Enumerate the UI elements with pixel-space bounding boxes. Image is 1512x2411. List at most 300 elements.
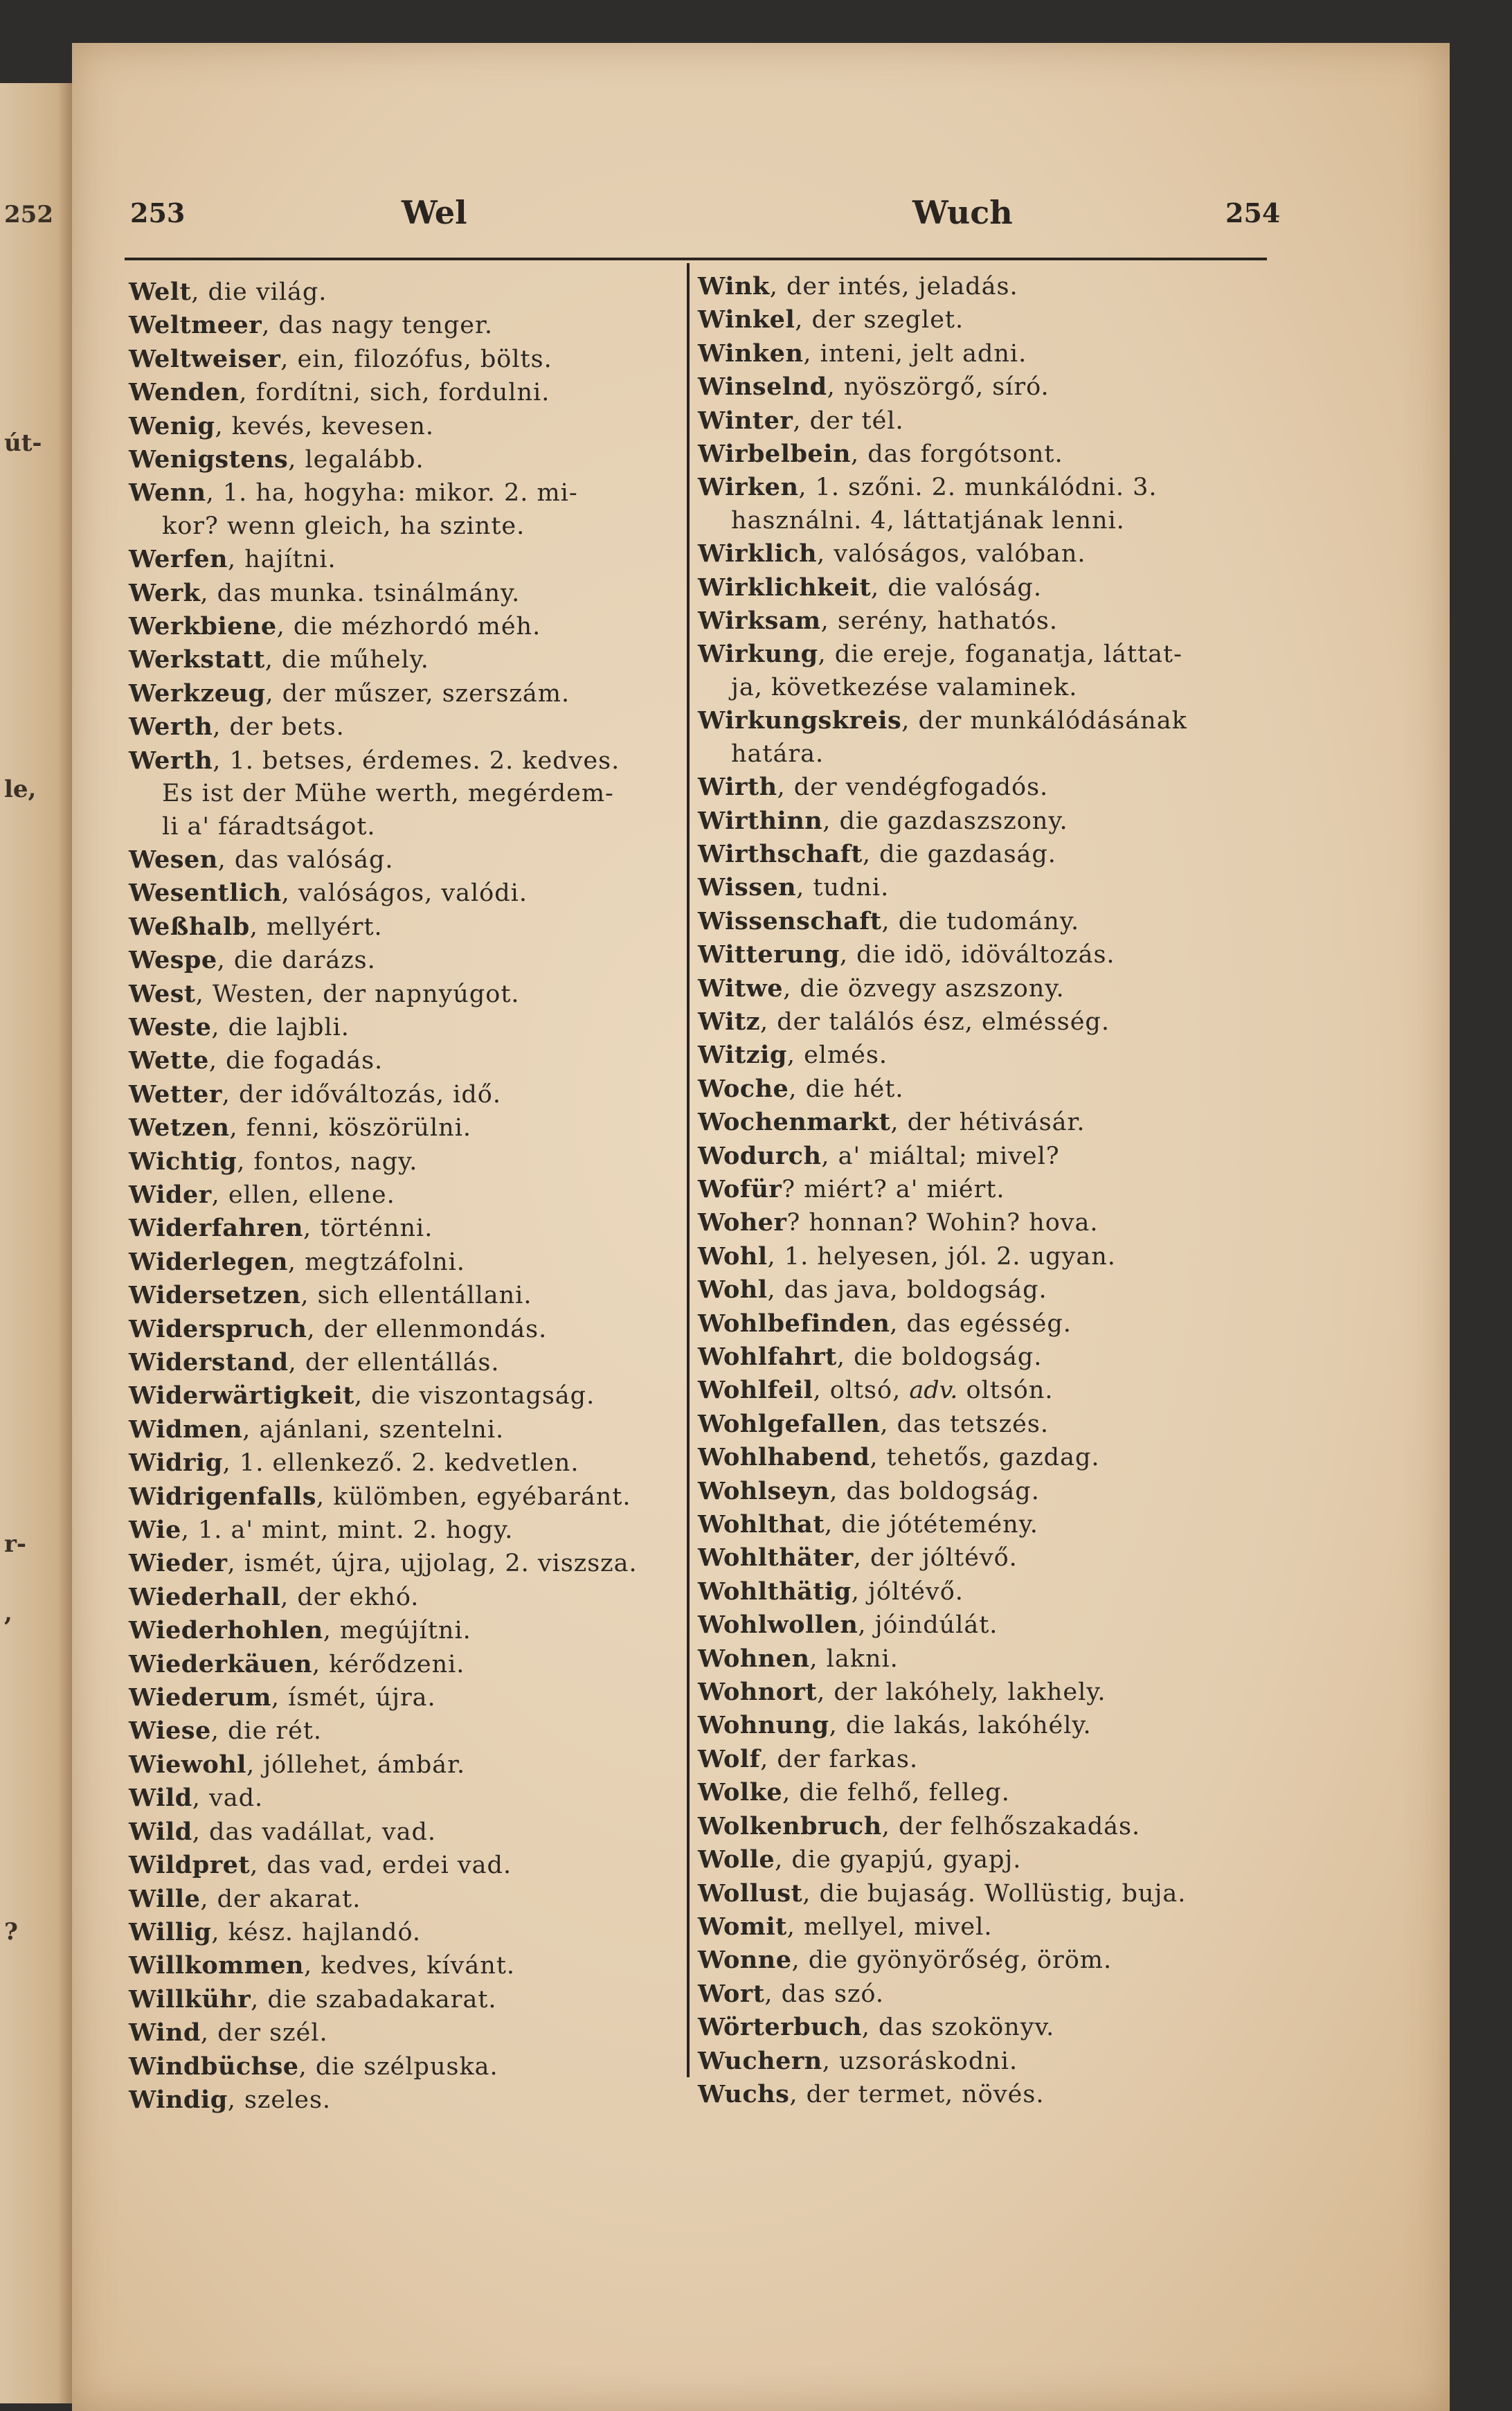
- gloss: , valóságos, valódi.: [281, 879, 528, 908]
- gloss: , die özvegy aszszony.: [783, 974, 1065, 1003]
- gloss: , 1. a' mint, mint. 2. hogy.: [181, 1516, 514, 1545]
- gloss: , der akarat.: [200, 1885, 361, 1913]
- headword: Wette: [129, 1046, 209, 1075]
- gloss: , die viszontagság.: [354, 1382, 595, 1410]
- gloss: , die szabadakarat.: [251, 1985, 497, 2014]
- gloss: , uzsoráskodni.: [822, 2047, 1018, 2075]
- headword: Wirbelbein: [698, 440, 851, 469]
- dictionary-entry: [698, 1307, 1187, 1341]
- dictionary-entry: [698, 871, 1187, 904]
- running-head-left: Wel: [402, 194, 467, 231]
- dictionary-entry: [129, 744, 638, 778]
- headword: Werkstatt: [129, 645, 265, 674]
- dictionary-entry: [129, 577, 638, 610]
- dictionary-entry: [698, 1709, 1187, 1742]
- gloss: , 1. ha, hogyha: mikor. 2. mi-: [206, 479, 578, 508]
- dictionary-entry: [129, 2083, 638, 2117]
- gloss: , ellen, ellene.: [211, 1181, 395, 1209]
- dictionary-entry: [698, 1206, 1187, 1239]
- dictionary-entry: [698, 1642, 1187, 1676]
- dictionary-entry: [698, 638, 1187, 671]
- headword: Werkbiene: [129, 612, 277, 641]
- headword: Widerspruch: [129, 1314, 307, 1343]
- dictionary-entry: [698, 1776, 1187, 1809]
- headword: Widerfahren: [129, 1214, 304, 1243]
- headword: Winter: [698, 406, 793, 435]
- gloss: , megtzáfolni.: [287, 1248, 465, 1276]
- gloss: , der jóltévő.: [853, 1544, 1018, 1572]
- dictionary-entry: [129, 978, 638, 1011]
- dictionary-entry: [129, 309, 638, 342]
- gloss: , die mézhordó méh.: [276, 613, 541, 641]
- headword: Werkzeug: [129, 679, 266, 708]
- dictionary-entry: [698, 404, 1187, 438]
- headword: Widerlegen: [129, 1247, 288, 1276]
- gloss: , tudni.: [796, 874, 890, 902]
- headword: Wofür: [698, 1174, 782, 1203]
- gloss: , die hét.: [789, 1075, 904, 1103]
- dictionary-entry: [698, 537, 1187, 571]
- headword: Winkel: [698, 305, 795, 334]
- headword: Witwe: [698, 974, 784, 1003]
- gloss: , történni.: [303, 1215, 433, 1243]
- entry-continuation: kor? wenn gleich, ha szinte.: [162, 512, 525, 540]
- dictionary-entry: [129, 1111, 638, 1145]
- headword: Wirkungskreis: [698, 706, 902, 735]
- headword: Wonne: [698, 1946, 792, 1975]
- headword: Wohnen: [698, 1644, 810, 1673]
- dictionary-entry: [129, 643, 638, 676]
- headword: Werk: [129, 578, 201, 607]
- headword: Wuchern: [698, 2046, 822, 2075]
- headword: Wesentlich: [129, 879, 282, 908]
- dictionary-entry: [129, 1983, 638, 2016]
- headword: Wirkung: [698, 640, 818, 669]
- entry-continuation: használni. 4, láttatjának lenni.: [731, 506, 1125, 535]
- dictionary-entry: [129, 1178, 638, 1212]
- dictionary-entry: [129, 1379, 638, 1413]
- gloss: , 1. betses, érdemes. 2. kedves.: [213, 746, 620, 775]
- column-divider: [687, 263, 690, 2077]
- headword: Wirksam: [698, 607, 821, 636]
- dictionary-entry: [698, 1173, 1187, 1206]
- headword: Winselnd: [698, 373, 827, 402]
- dictionary-entry: [129, 1849, 638, 1882]
- dictionary-entry: [129, 1078, 638, 1111]
- gloss: , der felhőszakadás.: [881, 1812, 1141, 1840]
- gloss: , die rét.: [210, 1717, 323, 1746]
- dictionary-entry: [129, 1246, 638, 1279]
- gloss: , der ellentállás.: [288, 1349, 500, 1377]
- dictionary-entry: [129, 476, 638, 510]
- headword: Wild: [129, 1817, 192, 1846]
- dictionary-entry: [129, 1916, 638, 1949]
- dictionary-entry: [698, 337, 1187, 370]
- dictionary-entry: [698, 1843, 1187, 1876]
- dictionary-entry: [129, 843, 638, 877]
- gloss: , das munka. tsinálmány.: [200, 579, 521, 607]
- dictionary-entry: [698, 1910, 1187, 1944]
- running-head-right: Wuch: [912, 194, 1013, 231]
- headword: Wildpret: [129, 1851, 251, 1880]
- gloss: , inteni, jelt adni.: [803, 339, 1027, 368]
- headword: Wespe: [129, 946, 217, 975]
- headword: Wiederhall: [129, 1582, 281, 1611]
- gloss: , das forgótsont.: [850, 440, 1063, 469]
- headword: Willkommen: [129, 1951, 304, 1980]
- headword: Widmen: [129, 1415, 243, 1444]
- gloss: , der munkálódásának: [901, 707, 1187, 735]
- dictionary-entry: [129, 1446, 638, 1480]
- gloss: , vad.: [192, 1784, 264, 1813]
- dictionary-entry: [698, 1475, 1187, 1508]
- dictionary-entry: [698, 1441, 1187, 1474]
- gloss: ? honnan? Wohin? hova.: [786, 1209, 1099, 1237]
- gloss: , jóltévő.: [851, 1577, 964, 1606]
- headword: Wohl: [698, 1275, 768, 1305]
- dictionary-entry: [129, 410, 638, 443]
- dictionary-entry: [129, 944, 638, 977]
- dictionary-entry: [129, 1011, 638, 1044]
- dictionary-entry: [698, 972, 1187, 1005]
- dictionary-entry: [698, 1240, 1187, 1273]
- gloss: , die felhő, felleg.: [782, 1779, 1010, 1807]
- headword: Wohl: [698, 1242, 768, 1271]
- gloss: , jóllehet, ámbár.: [246, 1750, 466, 1779]
- headword: Wolf: [698, 1744, 761, 1773]
- gloss: , megújítni.: [323, 1617, 471, 1645]
- headword: Wild: [129, 1784, 192, 1813]
- headword: Wider: [129, 1180, 212, 1209]
- gloss: , ajánlani, szentelni.: [242, 1415, 505, 1444]
- dictionary-entry: [129, 1883, 638, 1916]
- gloss: , der hétivásár.: [890, 1109, 1086, 1137]
- dictionary-entry: [129, 276, 638, 309]
- dictionary-entry: [129, 1547, 638, 1580]
- headword: West: [129, 979, 196, 1008]
- dictionary-entry: [698, 1575, 1187, 1608]
- dictionary-entry: [698, 1374, 1187, 1407]
- headword: Wind: [129, 2018, 201, 2047]
- gloss: , der intés, jeladás.: [769, 273, 1018, 301]
- dictionary-entry: [129, 343, 638, 376]
- headword: Wirken: [698, 473, 799, 502]
- dictionary-entry: [698, 1877, 1187, 1910]
- dictionary-entry: [698, 1005, 1187, 1039]
- previous-page-fragment: út-: [4, 429, 42, 457]
- headword: Wohlgefallen: [698, 1409, 881, 1438]
- gloss: , der találós ész, elmésség.: [760, 1007, 1110, 1036]
- dictionary-entry: [698, 1140, 1187, 1173]
- headword: Welt: [129, 278, 192, 306]
- headword: Wiederhohlen: [129, 1616, 323, 1645]
- dictionary-entry: [129, 1212, 638, 1245]
- headword: Wiederkäuen: [129, 1649, 313, 1678]
- headword: Widerwärtigkeit: [129, 1381, 354, 1410]
- previous-page-fragment: le,: [4, 776, 37, 803]
- dictionary-entry: [129, 1581, 638, 1614]
- headword: Weltweiser: [129, 344, 281, 373]
- headword: Wolke: [698, 1778, 783, 1807]
- headword: Wenigstens: [129, 445, 289, 474]
- gloss: , das vadállat, vad.: [192, 1818, 437, 1846]
- dictionary-entry: [698, 1608, 1187, 1642]
- headword: Wollust: [698, 1879, 803, 1908]
- gloss: , die bujaság. Wollüstig, buja.: [802, 1879, 1187, 1908]
- dictionary-entry: [129, 710, 638, 744]
- headword: Wodurch: [698, 1141, 822, 1170]
- dictionary-entry: [129, 1313, 638, 1346]
- dictionary-entry: [129, 677, 638, 710]
- dictionary-entry: [129, 2050, 638, 2083]
- dictionary-entry: [698, 1106, 1187, 1139]
- entry-continuation: határa.: [731, 740, 825, 768]
- headword: Witzig: [698, 1041, 787, 1070]
- headword: Wörterbuch: [698, 2013, 862, 2042]
- headword: Wirthschaft: [698, 839, 863, 868]
- headword: Wiese: [129, 1717, 211, 1746]
- gloss: , das valóság.: [217, 845, 394, 874]
- headword: Wiewohl: [129, 1750, 246, 1779]
- dictionary-entry: [698, 1408, 1187, 1441]
- dictionary-entry: [129, 2016, 638, 2050]
- gloss: , 1. ellenkező. 2. kedvetlen.: [222, 1449, 579, 1478]
- gloss: , die műhely.: [264, 646, 429, 674]
- gloss: , die lajbli.: [211, 1013, 350, 1041]
- headword: Wohlwollen: [698, 1611, 858, 1640]
- dictionary-entry: [698, 1978, 1187, 2011]
- dictionary-entry: [129, 1714, 638, 1748]
- gloss: , die tudomány.: [881, 907, 1080, 935]
- gloss-abbreviation: adv.: [909, 1377, 958, 1405]
- gloss: , jóindúlát.: [858, 1611, 998, 1640]
- headword: Wohnort: [698, 1678, 818, 1707]
- headword: Witz: [698, 1007, 761, 1036]
- dictionary-entry: [129, 1949, 638, 1982]
- gloss: , der tél.: [793, 406, 904, 435]
- headword: Weste: [129, 1012, 212, 1041]
- headword: Wie: [129, 1516, 181, 1545]
- gloss: , die boldogság.: [836, 1343, 1043, 1371]
- headword: Willig: [129, 1917, 212, 1946]
- gloss: , die lakás, lakóhély.: [829, 1712, 1092, 1740]
- gloss: , die jótétemény.: [825, 1511, 1038, 1539]
- dictionary-entry: [129, 1681, 638, 1714]
- gloss: , der műszer, szerszám.: [265, 679, 570, 708]
- dictionary-entry: [129, 1413, 638, 1446]
- dictionary-entry: [129, 1614, 638, 1647]
- dictionary-entry: [698, 370, 1187, 404]
- gloss: , ísmét, újra.: [271, 1684, 436, 1712]
- gloss: , kedves, kívánt.: [303, 1952, 516, 1980]
- headword: Wochenmarkt: [698, 1108, 891, 1137]
- headword: Willkühr: [129, 1984, 251, 2014]
- dictionary-entry: [698, 2078, 1187, 2111]
- headword: Witterung: [698, 940, 840, 969]
- headword: Widerstand: [129, 1348, 289, 1377]
- dictionary-entry: [698, 1541, 1187, 1575]
- gloss: , das szokönyv.: [861, 2014, 1055, 2042]
- gloss: , kész. hajlandó.: [211, 1918, 422, 1946]
- dictionary-entry: [698, 938, 1187, 971]
- headword: Weßhalb: [129, 912, 250, 941]
- dictionary-entry: [129, 1816, 638, 1849]
- headword: Wiederum: [129, 1683, 271, 1712]
- dictionary-entry: [698, 2045, 1187, 2078]
- dictionary-entry: [698, 704, 1187, 737]
- headword: Werth: [129, 746, 213, 775]
- headword: Woher: [698, 1208, 787, 1237]
- dictionary-entry: [129, 1648, 638, 1681]
- dictionary-entry: [129, 1480, 638, 1514]
- gloss: , der szél.: [200, 2019, 328, 2047]
- previous-page-number: 252: [4, 201, 53, 228]
- gloss: , das egésség.: [890, 1309, 1072, 1338]
- gloss: , die valóság.: [871, 573, 1042, 602]
- headword: Womit: [698, 1912, 787, 1941]
- gloss: , die szélpuska.: [298, 2052, 498, 2081]
- headword: Wolle: [698, 1845, 775, 1874]
- headword: Wohlbefinden: [698, 1309, 890, 1338]
- dictionary-entry: [698, 1039, 1187, 1072]
- gloss: , die gazdaszszony.: [822, 807, 1068, 835]
- dictionary-entry: [698, 1341, 1187, 1374]
- headword: Widersetzen: [129, 1281, 301, 1310]
- dictionary-entry: [698, 438, 1187, 471]
- gloss: , kérődzeni.: [312, 1650, 465, 1678]
- gloss: , die gyönyörőség, öröm.: [791, 1946, 1113, 1975]
- gloss: , legalább.: [288, 446, 424, 474]
- dictionary-entry: [698, 838, 1187, 871]
- gloss: ? miért? a' miért.: [782, 1175, 1005, 1203]
- headword: Windbüchse: [129, 2052, 299, 2081]
- dictionary-entry: [698, 805, 1187, 838]
- gloss: , der időváltozás, idő.: [222, 1080, 501, 1109]
- dictionary-entry: [698, 604, 1187, 638]
- gloss: oltsón.: [957, 1377, 1054, 1405]
- gloss: , ein, filozófus, bölts.: [280, 345, 552, 373]
- dictionary-entry: [129, 376, 638, 409]
- gloss: , tehetős, gazdag.: [870, 1444, 1100, 1472]
- headword: Windig: [129, 2085, 228, 2114]
- gloss: , der lakóhely, lakhely.: [817, 1678, 1106, 1707]
- headword: Wink: [698, 272, 770, 301]
- previous-page-edge: [0, 83, 82, 2403]
- headword: Wort: [698, 1979, 765, 2008]
- dictionary-entry: [698, 905, 1187, 938]
- entry-continuation: Es ist der Mühe werth, megérdem-: [162, 780, 614, 808]
- gloss: , oltsó,: [813, 1377, 910, 1405]
- gloss: , der vendégfogadós.: [777, 773, 1049, 802]
- gloss: , szeles.: [227, 2086, 332, 2114]
- gloss: , mellyért.: [249, 913, 383, 941]
- dictionary-entry: [698, 1273, 1187, 1307]
- gloss: , die fogadás.: [208, 1047, 384, 1075]
- dictionary-entry: [698, 303, 1187, 337]
- headword: Wirklichkeit: [698, 573, 872, 602]
- gloss: , sich ellentállani.: [300, 1282, 532, 1310]
- previous-page-fragment: r-: [4, 1530, 27, 1558]
- headword: Widrig: [129, 1449, 223, 1478]
- gloss: , mellyel, mivel.: [786, 1912, 993, 1941]
- gloss: , fenni, köszörülni.: [229, 1114, 472, 1142]
- dictionary-entry: [698, 571, 1187, 604]
- headword: Wichtig: [129, 1147, 237, 1176]
- dictionary-entry: [129, 1145, 638, 1178]
- headword: Wissen: [698, 873, 797, 902]
- dictionary-entry: [129, 610, 638, 643]
- headword: Wetter: [129, 1079, 222, 1109]
- headword: Winken: [698, 339, 804, 368]
- gloss: , fordítni, sich, fordulni.: [239, 379, 550, 407]
- dictionary-entry: [698, 471, 1187, 504]
- headword: Wenig: [129, 411, 215, 440]
- gloss: , die gazdaság.: [862, 840, 1056, 868]
- headword: Wenden: [129, 378, 240, 407]
- dictionary-entry: [129, 443, 638, 476]
- dictionary-entry: [129, 1748, 638, 1782]
- page-number-left: 253: [130, 197, 186, 228]
- gloss: , die gyapjú, gyapj.: [775, 1846, 1022, 1874]
- gloss: , külömben, egyébaránt.: [316, 1482, 631, 1511]
- dictionary-entry: [129, 1346, 638, 1379]
- dictionary-entry: [698, 1508, 1187, 1541]
- headword: Wille: [129, 1884, 201, 1913]
- headword: Wohlthätig: [698, 1577, 852, 1606]
- gloss: , die ereje, foganatja, láttat-: [818, 640, 1182, 669]
- dictionary-entry: [698, 771, 1187, 804]
- dictionary-entry: [129, 543, 638, 576]
- dictionary-entry: [129, 1279, 638, 1312]
- dictionary-entry: [129, 1044, 638, 1077]
- headword: Wohlthäter: [698, 1543, 854, 1572]
- gloss: , die darázs.: [217, 947, 376, 975]
- headword: Wohnung: [698, 1711, 829, 1740]
- headword: Wuchs: [698, 2079, 790, 2108]
- previous-page-fragment: ,: [4, 1599, 12, 1627]
- headword: Wohlhabend: [698, 1443, 870, 1472]
- gloss: , der szeglet.: [795, 306, 964, 334]
- dictionary-entry: [698, 1676, 1187, 1709]
- dictionary-entry: [698, 1073, 1187, 1106]
- dictionary-entry: [698, 1810, 1187, 1843]
- gloss: , lakni.: [809, 1644, 899, 1673]
- gloss: , das nagy tenger.: [262, 312, 493, 340]
- dictionary-entry: [698, 1944, 1187, 1977]
- dictionary-entry: [129, 911, 638, 944]
- gloss: , valóságos, valóban.: [817, 540, 1086, 568]
- gloss: , das boldogság.: [829, 1477, 1040, 1505]
- gloss: , der ekhó.: [280, 1583, 420, 1611]
- headword: Wirklich: [698, 539, 818, 568]
- page-number-right: 254: [1225, 197, 1281, 228]
- headword: Wohlfeil: [698, 1376, 813, 1405]
- gloss: , ismét, újra, ujjolag, 2. viszsza.: [227, 1550, 638, 1578]
- headword: Widrigenfalls: [129, 1482, 316, 1511]
- dictionary-entry: [698, 1743, 1187, 1776]
- entry-continuation: li a' fáradtságot.: [162, 812, 376, 841]
- gloss: , der bets.: [213, 713, 345, 742]
- headword: Wirth: [698, 773, 777, 802]
- gloss: , der ellenmondás.: [307, 1315, 548, 1343]
- gloss: , serény, hathatós.: [820, 607, 1059, 636]
- headword: Wissenschaft: [698, 906, 882, 935]
- right-column: [698, 270, 1187, 2111]
- headword: Wohlfahrt: [698, 1343, 837, 1371]
- gloss: , die idö, idöváltozás.: [839, 941, 1115, 969]
- header-rule: [125, 258, 1267, 260]
- headword: Weltmeer: [129, 311, 262, 340]
